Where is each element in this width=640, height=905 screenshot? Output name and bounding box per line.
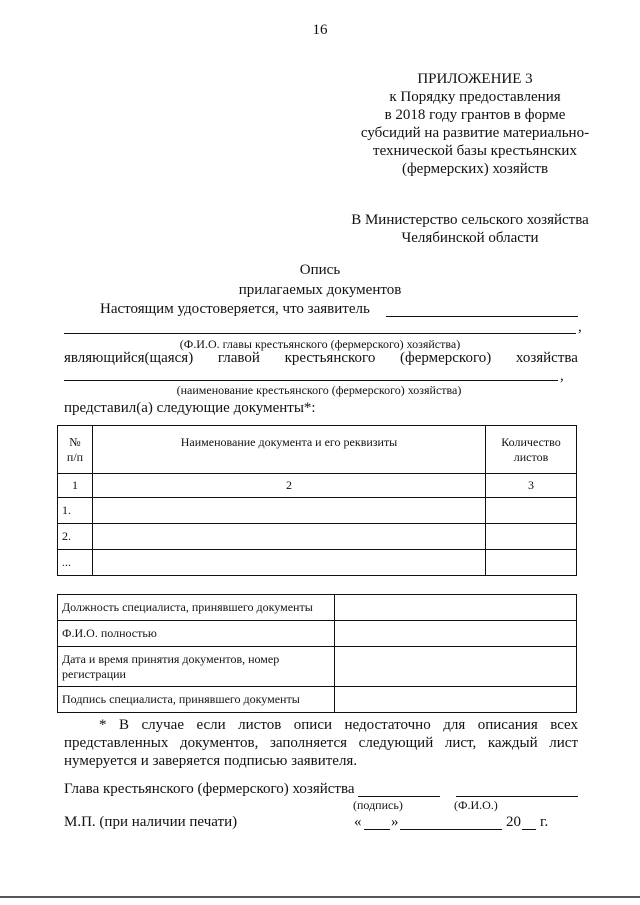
table-row — [58, 524, 577, 550]
form-title: Опись — [299, 262, 341, 278]
being-word: главой — [217, 350, 260, 366]
being-word: являющийся(щаяся) — [64, 350, 194, 366]
acceptance-value[interactable] — [335, 621, 577, 647]
table-row — [58, 647, 577, 687]
applicant-fio-line[interactable] — [64, 333, 576, 334]
addressee-block — [330, 211, 610, 247]
date-close-quote: » — [391, 814, 399, 830]
appendix-line: технической базы крестьянских — [373, 143, 577, 159]
sheet-count-cell[interactable] — [486, 550, 577, 576]
footnote-line2: представленных документов, заполняется следующий лист, каждый лист — [64, 735, 578, 751]
table-row — [58, 687, 577, 713]
acceptance-label: Ф.И.О. полностью — [58, 621, 335, 647]
doc-name-cell[interactable] — [93, 524, 486, 550]
row-number: ... — [58, 550, 93, 576]
appendix-title: ПРИЛОЖЕНИЕ 3 — [417, 71, 533, 87]
year-line[interactable] — [522, 829, 536, 830]
head-label: Глава крестьянского (фермерского) хозяйства — [64, 781, 355, 797]
header-number: № п/п — [58, 426, 93, 474]
table-numbering-row — [58, 474, 577, 498]
sheet-count-cell[interactable] — [486, 524, 577, 550]
numbering-cell: 2 — [93, 474, 486, 498]
signature-line[interactable] — [358, 796, 440, 797]
table-header-row — [58, 426, 577, 474]
numbering-cell: 1 — [58, 474, 93, 498]
header-sheet-count: Количество листов — [486, 426, 577, 474]
year-prefix: 20 — [506, 814, 521, 830]
table-row — [58, 595, 577, 621]
numbering-cell: 3 — [486, 474, 577, 498]
fio-caption: (Ф.И.О. главы крестьянского (фермерского) хозяйства) — [179, 337, 461, 351]
row-number: 2. — [58, 524, 93, 550]
acceptance-label: Подпись специалиста, принявшего документы — [58, 687, 335, 713]
farm-name-line[interactable] — [64, 380, 558, 381]
fio-sign-caption: (Ф.И.О.) — [454, 798, 498, 812]
appendix-block — [355, 70, 595, 178]
comma: , — [560, 368, 564, 384]
acceptance-value[interactable] — [335, 595, 577, 621]
acceptance-value[interactable] — [335, 647, 577, 687]
date-day-line[interactable] — [364, 829, 390, 830]
submitted-text: представил(а) следующие документы*: — [64, 400, 316, 416]
appendix-line: субсидий на развитие материально- — [360, 125, 590, 141]
date-open-quote: « — [354, 814, 362, 830]
appendix-line: к Порядку предоставления — [389, 89, 561, 105]
header-doc-name: Наименование документа и его реквизиты — [93, 426, 486, 474]
doc-name-cell[interactable] — [93, 550, 486, 576]
appendix-line: в 2018 году грантов в форме — [384, 107, 566, 123]
being-word: крестьянского — [284, 350, 376, 366]
applicant-input-line[interactable] — [386, 316, 578, 317]
acceptance-value[interactable] — [335, 687, 577, 713]
table-row — [58, 621, 577, 647]
comma: , — [578, 319, 582, 335]
certify-text: Настоящим удостоверяется, что заявитель — [100, 301, 370, 317]
footnote-line3: нумеруется и заверяется подписью заявителя. — [64, 753, 358, 769]
table-row — [58, 498, 577, 524]
addressee-line2: Челябинской области — [401, 230, 539, 246]
being-head-line — [64, 350, 578, 367]
acceptance-table — [57, 594, 577, 713]
fio-line[interactable] — [456, 796, 578, 797]
sheet-count-cell[interactable] — [486, 498, 577, 524]
form-subtitle: прилагаемых документов — [238, 282, 402, 298]
date-month-line[interactable] — [400, 829, 502, 830]
footnote-line1: * В случае если листов описи недостаточно для описания всех — [99, 717, 578, 733]
acceptance-label: Должность специалиста, принявшего документы — [58, 595, 335, 621]
page-number: 16 — [312, 22, 328, 38]
stamp-label: М.П. (при наличии печати) — [64, 814, 238, 830]
signature-caption: (подпись) — [353, 798, 403, 812]
farm-name-caption: (наименование крестьянского (фермерского) хозяйства) — [176, 383, 462, 397]
row-number: 1. — [58, 498, 93, 524]
being-word: (фермерского) — [399, 350, 492, 366]
being-word: хозяйства — [515, 350, 578, 366]
year-suffix: г. — [540, 814, 549, 830]
table-row — [58, 550, 577, 576]
footnote — [64, 716, 578, 770]
acceptance-label: Дата и время принятия документов, номер регистрации — [58, 647, 335, 687]
addressee-line1: В Министерство сельского хозяйства — [351, 212, 589, 228]
documents-table — [57, 425, 577, 576]
bottom-divider — [0, 896, 640, 898]
doc-name-cell[interactable] — [93, 498, 486, 524]
appendix-line: (фермерских) хозяйств — [401, 161, 549, 177]
